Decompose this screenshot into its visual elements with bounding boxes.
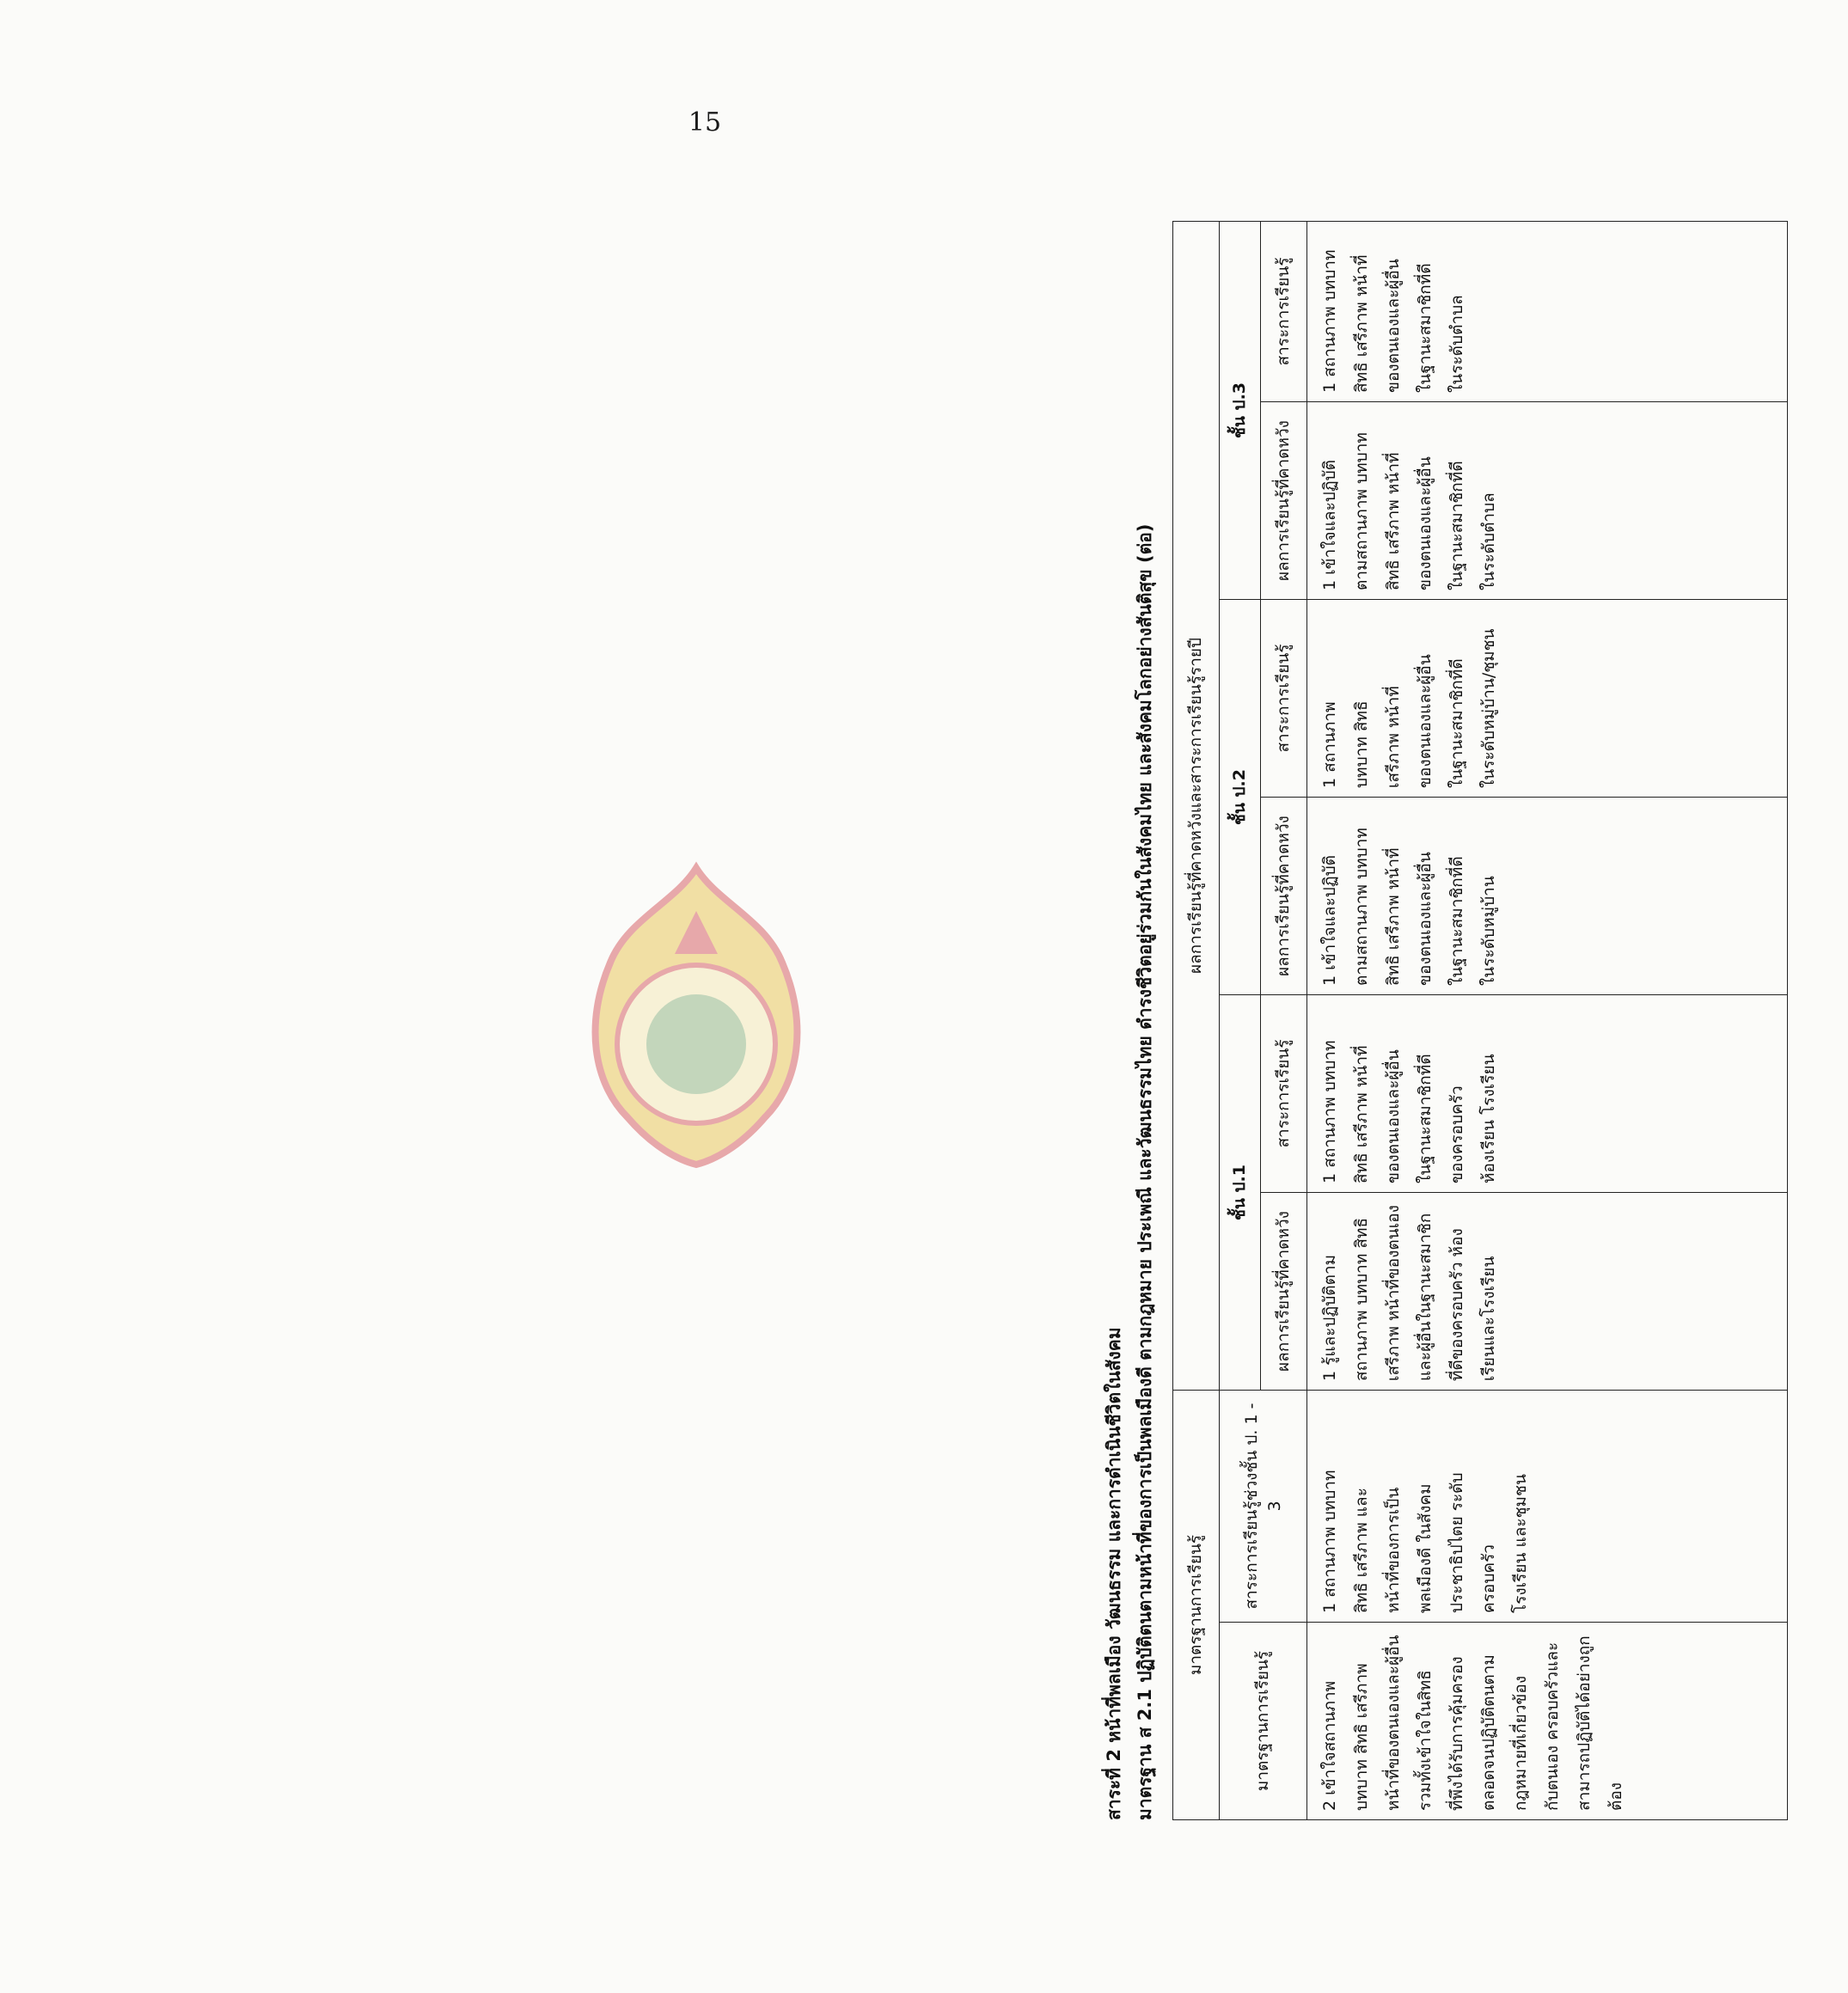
p3-outcome-line: ตามสถานภาพ บทบาท [1352,432,1372,590]
p1-content-line: ในฐานะสมาชิกที่ดี [1416,1054,1435,1183]
rotated-content [1100,222,1848,1820]
p3-content-header: สาระการเรียนรู้ [1261,221,1307,401]
subject-heading: สาระที่ 2 หน้าที่พลเมือง วัฒนธรรม และการดำเนินชีวิตในสังคม [1104,1327,1124,1820]
p3-outcome-line: ของตนเองและผู้อื่น [1416,456,1435,590]
outcomes-group-header: ผลการเรียนรู้ที่คาดหวังและสาระการเรียนรู้รายปี [1173,221,1220,1390]
p1-outcome-header: ผลการเรียนรู้ที่คาดหวัง [1261,1193,1307,1391]
p3-content-line: ในระดับตำบล [1447,295,1467,393]
p2-content-header: สาระการเรียนรู้ [1261,600,1307,798]
standard-col-header: มาตรฐานการเรียนรู้ [1220,1623,1307,1820]
standard-line: 2 เข้าใจสถานภาพ [1320,1680,1339,1811]
content-range-line: พลเมืองดี ในสังคม [1416,1483,1435,1613]
p1-outcome-line: ที่ดีของครอบครัว ห้อง [1447,1228,1467,1381]
p3-outcome-line: 1 เข้าใจและปฏิบัติ [1320,460,1339,590]
content-range-cell [1307,1391,1788,1623]
p1-content-line: สิทธิ เสรีภาพ หน้าที่ [1352,1045,1372,1183]
content-range-line: ครอบครัว [1479,1544,1499,1613]
p2-content-cell [1307,600,1788,798]
grade-p2-header: ชั้น ป.2 [1220,600,1261,995]
p2-content-line: บทบาท สิทธิ [1352,700,1372,788]
p2-outcome-line: ของตนเองและผู้อื่น [1416,852,1435,986]
p1-outcome-line: เสรีภาพ หน้าที่ของตนเอง [1384,1205,1404,1381]
seal-core [646,994,746,1094]
p2-outcome-line: สิทธิ เสรีภาพ หน้าที่ [1384,847,1404,986]
p1-content-line: ของตนเองและผู้อื่น [1384,1049,1404,1183]
p1-outcome-line: และผู้อื่นในฐานะสมาชิก [1416,1213,1435,1381]
p2-outcome-line: ตามสถานภาพ บทบาท [1352,828,1372,986]
p2-content-line: ในฐานะสมาชิกที่ดี [1447,658,1467,788]
standard-line: บทบาท สิทธิ เสรีภาพ [1352,1663,1372,1811]
p2-outcome-line: ในฐานะสมาชิกที่ดี [1447,856,1467,986]
p1-outcome-cell [1307,1193,1788,1391]
p2-content-line: 1 สถานภาพ [1320,701,1339,788]
p2-content-line: ของตนเองและผู้อื่น [1416,654,1435,788]
p2-outcome-header: ผลการเรียนรู้ที่คาดหวัง [1261,798,1307,995]
standard-line: รวมทั้งเข้าใจในสิทธิ [1416,1670,1435,1811]
seal-inner-circle [617,965,775,1123]
p3-content-line: ของตนเองและผู้อื่น [1384,259,1404,393]
p1-content-header: สาระการเรียนรู้ [1261,995,1307,1193]
p2-outcome-line: 1 เข้าใจและปฏิบัติ [1320,855,1339,986]
standard-line: ที่พึงได้รับการคุ้มครอง [1447,1656,1467,1811]
emblem-seal-watermark [567,859,825,1169]
p1-outcome-line: 1 รู้และปฏิบัติตาม [1320,1254,1339,1381]
p3-content-cell [1307,221,1788,401]
content-range-line: หน้าที่ของการเป็น [1384,1487,1404,1613]
p1-content-line: ห้องเรียน โรงเรียน [1479,1054,1499,1183]
p3-outcome-line: สิทธิ เสรีภาพ หน้าที่ [1384,452,1404,590]
p3-content-line: ในฐานะสมาชิกที่ดี [1416,263,1435,393]
content-range-line: โรงเรียน และชุมชน [1511,1474,1531,1613]
p2-content-line: ในระดับหมู่บ้าน/ชุมชน [1479,628,1499,788]
standard-line: ตลอดจนปฏิบัติตนตาม [1479,1654,1499,1811]
p1-outcome-line: สถานภาพ บทบาท สิทธิ [1352,1217,1372,1381]
p2-content-line: เสรีภาพ หน้าที่ [1384,686,1404,788]
grade-p3-header: ชั้น ป.3 [1220,221,1261,599]
standard-cell [1307,1623,1788,1820]
standard-line: สามารถปฏิบัติได้อย่างถูก [1575,1635,1594,1811]
p3-outcome-line: ในฐานะสมาชิกที่ดี [1447,461,1467,590]
p1-content-cell [1307,995,1788,1193]
content-range-line: ประชาธิปไตย ระดับ [1447,1472,1467,1613]
content-range-col-header: สาระการเรียนรู้ช่วงชั้น ป. 1 - 3 [1220,1391,1307,1623]
content-range-line: สิทธิ เสรีภาพ และ [1352,1488,1372,1613]
p3-content-line: สิทธิ เสรีภาพ หน้าที่ [1352,254,1372,393]
p3-outcome-header: ผลการเรียนรู้ที่คาดหวัง [1261,402,1307,600]
content-range-line: 1 สถานภาพ บทบาท [1320,1470,1339,1613]
p3-outcome-cell [1307,402,1788,600]
p2-outcome-cell [1307,798,1788,995]
standard-line: หน้าที่ของตนเองและผู้อื่น [1384,1635,1404,1811]
p1-content-line: ของครอบครัว [1447,1085,1467,1183]
standard-line: ต้อง [1606,1782,1626,1811]
p1-content-line: 1 สถานภาพ บทบาท [1320,1040,1339,1183]
grade-p1-header: ชั้น ป.1 [1220,995,1261,1391]
p3-outcome-line: ในระดับตำบล [1479,492,1499,590]
standard-line: กฎหมายที่เกี่ยวข้อง [1511,1675,1531,1811]
standard-heading: มาตรฐาน ส 2.1 ปฏิบัติตนตามหน้าที่ของการเป็นพลเมืองดี ตามกฎหมาย ประเพณี และวัฒนธรรมไทย ดำรงชีวิตอยู่ร่วมกันในสังคมไทย และสังคมโลกอย่างสันติสุข (ต่อ) [1135,523,1155,1820]
p2-outcome-line: ในระดับหมู่บ้าน [1479,876,1499,986]
p3-content-line: 1 สถานภาพ บทบาท [1320,249,1339,393]
seal-crown [675,911,718,954]
page-number: 15 [688,107,722,138]
p1-outcome-line: เรียนและโรงเรียน [1479,1256,1499,1381]
seal-outer-flame [596,868,798,1165]
standards-group-header: มาตรฐานการเรียนรู้ [1173,1391,1220,1820]
curriculum-table [1172,221,1788,1820]
standard-line: กับตนเอง ครอบครัวและ [1543,1641,1563,1811]
